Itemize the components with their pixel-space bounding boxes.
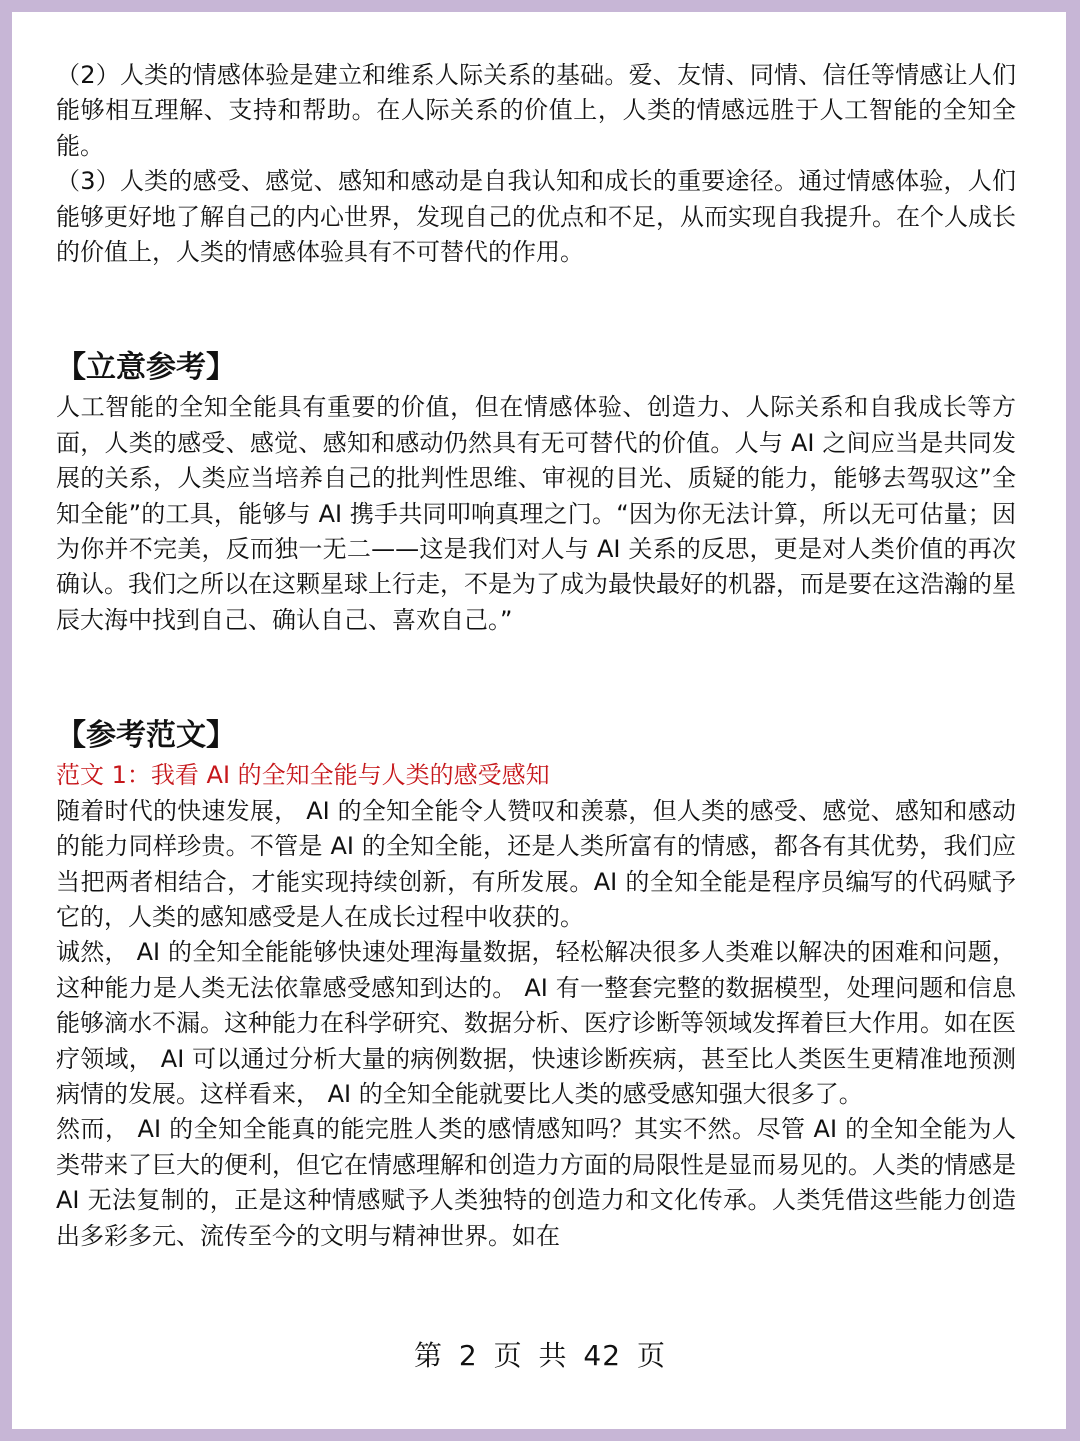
paragraph-emotion-relationships: （2）人类的情感体验是建立和维系人际关系的基础。爱、友情、同情、信任等情感让人们能够相互理解、支持和帮助。在人际关系的价值上，人类的情感远胜于人工智能的全知全能。 [56,61,1016,160]
paragraph-essay-intro: 随着时代的快速发展， AI 的全知全能令人赞叹和羡慕，但人类的感受、感觉、感知和感动的能力同样珍贵。不管是 AI 的全知全能，还是人类所富有的情感，都各有其优势，我们应当把两者相结合，才能实现持续创新，有所发展。AI 的全知全能是程序员编写的代码赋予它的，人类的感知感受是人在成长过程中收获的。 [56,796,1016,931]
paragraph-concept-reference: 人工智能的全知全能具有重要的价值，但在情感体验、创造力、人际关系和自我成长等方面，人类的感受、感觉、感知和感动仍然具有无可替代的价值。人与 AI 之间应当是共同发展的关系，人类应当培养自己的批判性思维、审视的目光、质疑的能力，能够去驾驭这”全知全能”的工具，能够与 AI 携手共同叩响真理之门。“因为你无法计算，所以无可估量；因为你并不完美，反而独一无二——这是我们对人与 AI 关系的反思，更是对人类价值的再次确认。我们之所以在这颗星球上行走，不是为了成为最快最好的机器，而是要在这浩瀚的星辰大海中找到自己、确认自己、喜欢自己。” [56,393,1016,634]
section-spacer [56,638,1016,708]
section-spacer [56,270,1016,340]
document-body [56,58,1016,1254]
essay-subtitle: 范文 1：我看 AI 的全知全能与人类的感受感知 [56,761,550,790]
page-number: 第 2 页 共 42 页 [414,1339,666,1372]
paragraph-self-growth: （3）人类的感受、感觉、感知和感动是自我认知和成长的重要途径。通过情感体验，人们能够更好地了解自己的内心世界，发现自己的优点和不足，从而实现自我提升。在个人成长的价值上，人类的情感体验具有不可替代的作用。 [56,167,1016,267]
paragraph-essay-ai-strength: 诚然， AI 的全知全能能够快速处理海量数据，轻松解决很多人类难以解决的困难和问题，这种能力是人类无法依靠感受感知到达的。 AI 有一整套完整的数据模型，处理问题和信息能够滴水不漏。这种能力在科学研究、数据分析、医疗诊断等领域发挥着巨大作用。如在医疗领域， AI 可以通过分析大量的病例数据，快速诊断疾病，甚至比人类医生更精准地预测病情的发展。这样看来， AI 的全知全能就要比人类的感受感知强大很多了。 [56,938,1016,1108]
section-heading-concept: 【立意参考】 [56,350,236,386]
section-heading-sample-essay: 【参考范文】 [56,718,236,754]
paragraph-essay-human-emotion: 然而， AI 的全知全能真的能完胜人类的感情感知吗？其实不然。尽管 AI 的全知全能为人类带来了巨大的便利，但它在情感理解和创造力方面的局限性是显而易见的。人类的情感是 AI 无法复制的，正是这种情感赋予人类独特的创造力和文化传承。人类凭借这些能力创造出多彩多元、流传至今的文明与精神世界。如在 [56,1115,1016,1250]
